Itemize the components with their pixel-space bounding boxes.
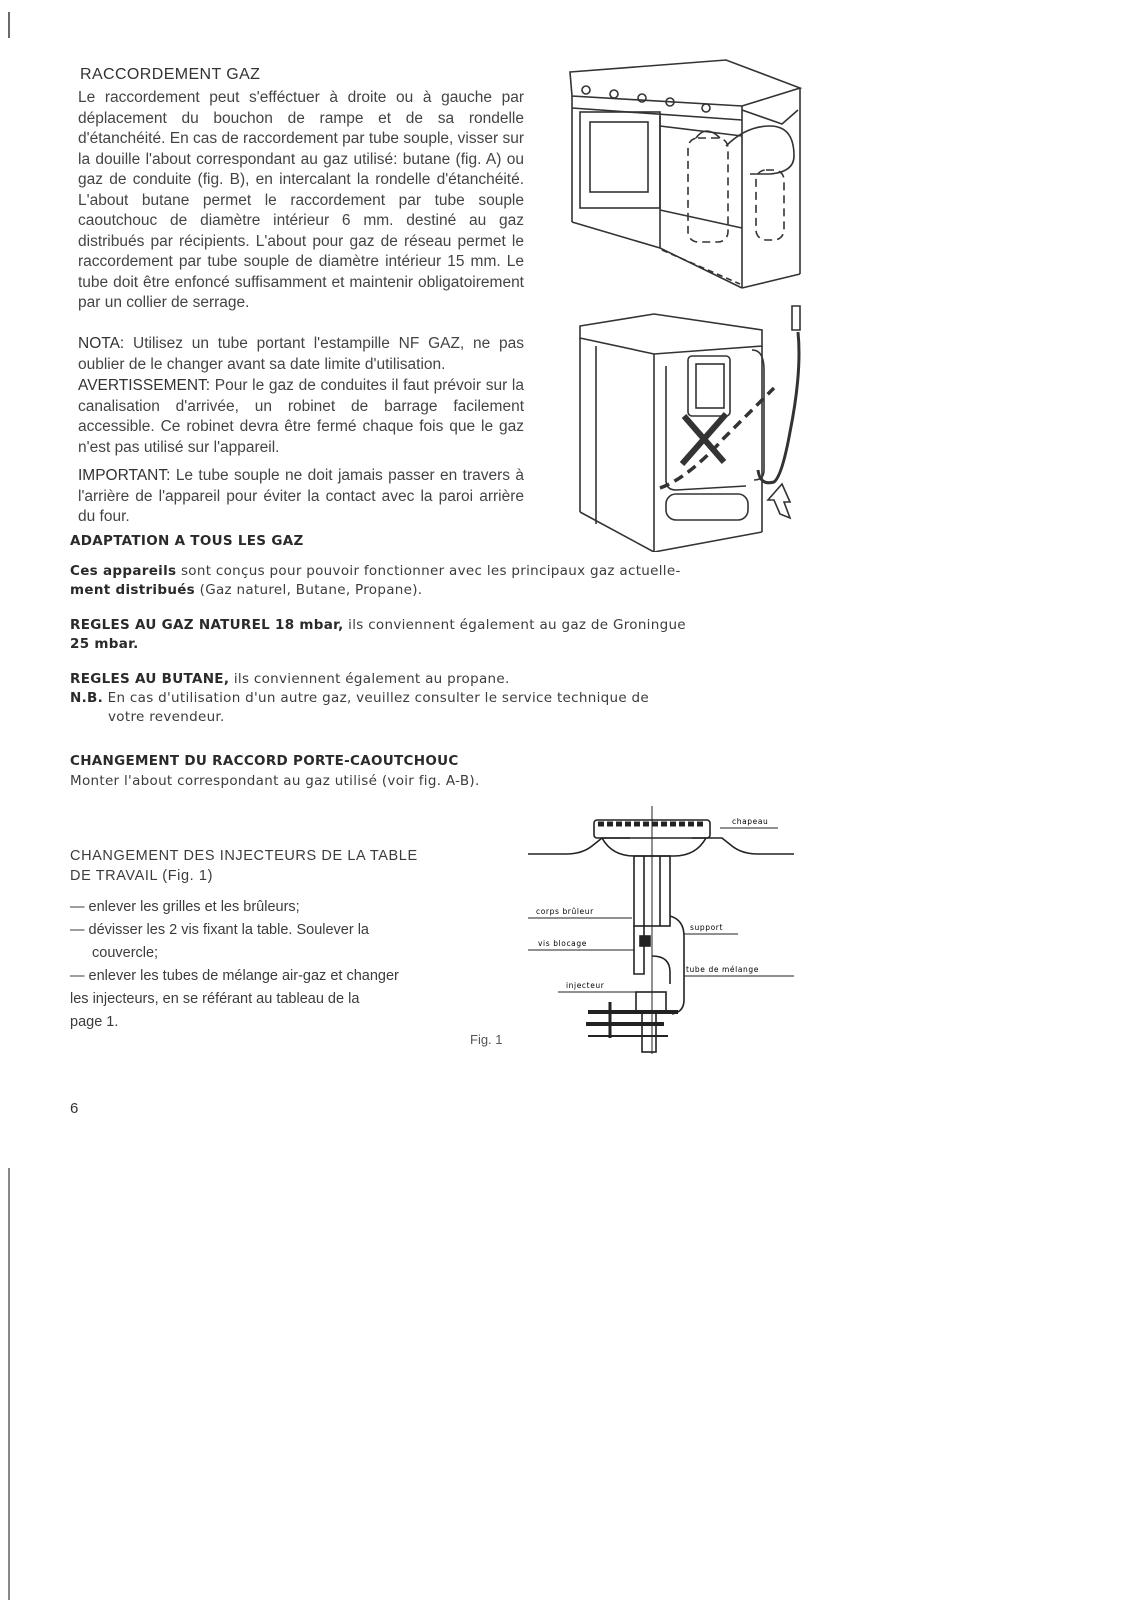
avertissement-text: Pour le gaz de conduites il faut prévoir sur la canalisation d'arrivée, un robinet de barrage facilement accessible. Ce robinet devra être fermé chaque fois que le gaz n'est pas utilisé sur l'appareil. [78,377,524,456]
adaptation-body-2: (Gaz naturel, Butane, Propane). [199,582,423,598]
gaz-naturel-text: ils conviennent également au gaz de Groningue [348,617,686,633]
nb-label: N.B. [70,690,104,706]
adaptation-body: sont conçus pour pouvoir fonctionner avec les principaux gaz actuelle- [180,563,681,579]
raccord-title-text: CHANGEMENT DU RACCORD PORTE-CAOUTCHOUC [70,753,459,769]
injecteurs-title-line-1: CHANGEMENT DES INJECTEURS DE LA TABLE [70,848,418,864]
label-support: support [690,923,723,932]
raccordement-text: Le raccordement peut s'efféctuer à droite ou à gauche par déplacement du bouchon de rampe et de sa rondelle d'étanchéité. En cas de raccordement par tube souple, visser sur la douille l'about correspondant au gaz utilisé: butane (fig. A) ou gaz de conduite (fig. B), en intercalant la rondelle d'étanchéité. L'about butane permet le raccordement par tube souple caoutchouc de diamètre intérieur 6 mm. destiné au gaz distribués par récipients. L'about pour gaz de réseau permet le raccordement par tube souple de diamètre intérieur 15 mm. Le tube doit être enfoncé suffisamment et maintenir obligatoirement par un collier de serrage. [78,89,524,311]
adaptation-lead-2: ment distribués [70,582,196,598]
injecteurs-steps [70,896,480,1034]
avertissement-block [78,376,524,458]
page-edge-bottom [8,1168,10,1600]
nb-text: En cas d'utilisation d'un autre gaz, veuillez consulter le service technique de [107,690,650,706]
raccordement-body [78,88,524,314]
page-edge-top [8,12,10,38]
adaptation-title [70,532,304,551]
label-corps-bruleur: corps brûleur [536,907,594,916]
gaz-naturel-label: REGLES AU GAZ NATUREL 18 mbar, [70,617,344,633]
butane-rule [70,670,790,689]
adaptation-intro [70,562,790,600]
gaz-naturel-text-2: 25 mbar. [70,636,139,652]
page-number: 6 [70,1100,79,1117]
list-item: couvercle; [92,945,159,961]
gaz-naturel-rule [70,616,790,654]
butane-text: ils conviennent également au propane. [233,671,510,687]
nota-text: Utilisez un tube portant l'estampille NF GAZ, ne pas oublier de le changer avant sa date limite d'utilisation. [78,335,525,373]
important-text: Le tube souple ne doit jamais passer en travers à l'arrière de l'appareil pour éviter la contact avec la paroi arrière du four. [78,467,524,525]
butane-label: REGLES AU BUTANE, [70,671,230,687]
nota-label: NOTA: [78,335,125,352]
list-item: — enlever les grilles et les brûleurs; [70,899,300,915]
important-block [78,466,524,528]
label-tube-melange: tube de mélange [686,965,759,974]
figure-a-stove-bottle-illustration [566,50,806,296]
raccordement-title: RACCORDEMENT GAZ [80,66,261,83]
injecteurs-title [70,846,418,886]
nb-text-2: votre revendeur. [108,709,225,725]
injecteurs-title-line-2: DE TRAVAIL (Fig. 1) [70,868,214,884]
adaptation-title-text: ADAPTATION A TOUS LES GAZ [70,533,304,549]
adaptation-lead: Ces appareils [70,563,177,579]
list-item: les injecteurs, en se référant au tableau de la [70,991,360,1007]
nb-note [70,689,790,727]
label-vis-blocage: vis blocage [538,939,587,948]
figure-1-burner-cross-section [528,806,794,1056]
list-item: page 1. [70,1014,119,1030]
label-chapeau: chapeau [732,817,769,826]
figure-b-rear-connection-illustration [576,296,816,552]
important-label: IMPORTANT: [78,467,171,484]
avertissement-label: AVERTISSEMENT: [78,377,211,394]
raccord-title [70,752,459,771]
list-item: — enlever les tubes de mélange air-gaz et changer [70,968,399,984]
figure-1-caption: Fig. 1 [470,1032,503,1047]
label-injecteur: injecteur [566,981,605,990]
list-item: — dévisser les 2 vis fixant la table. Soulever la [70,922,369,938]
raccord-body: Monter l'about correspondant au gaz utilisé (voir fig. A-B). [70,773,480,789]
nota-block [78,334,524,375]
